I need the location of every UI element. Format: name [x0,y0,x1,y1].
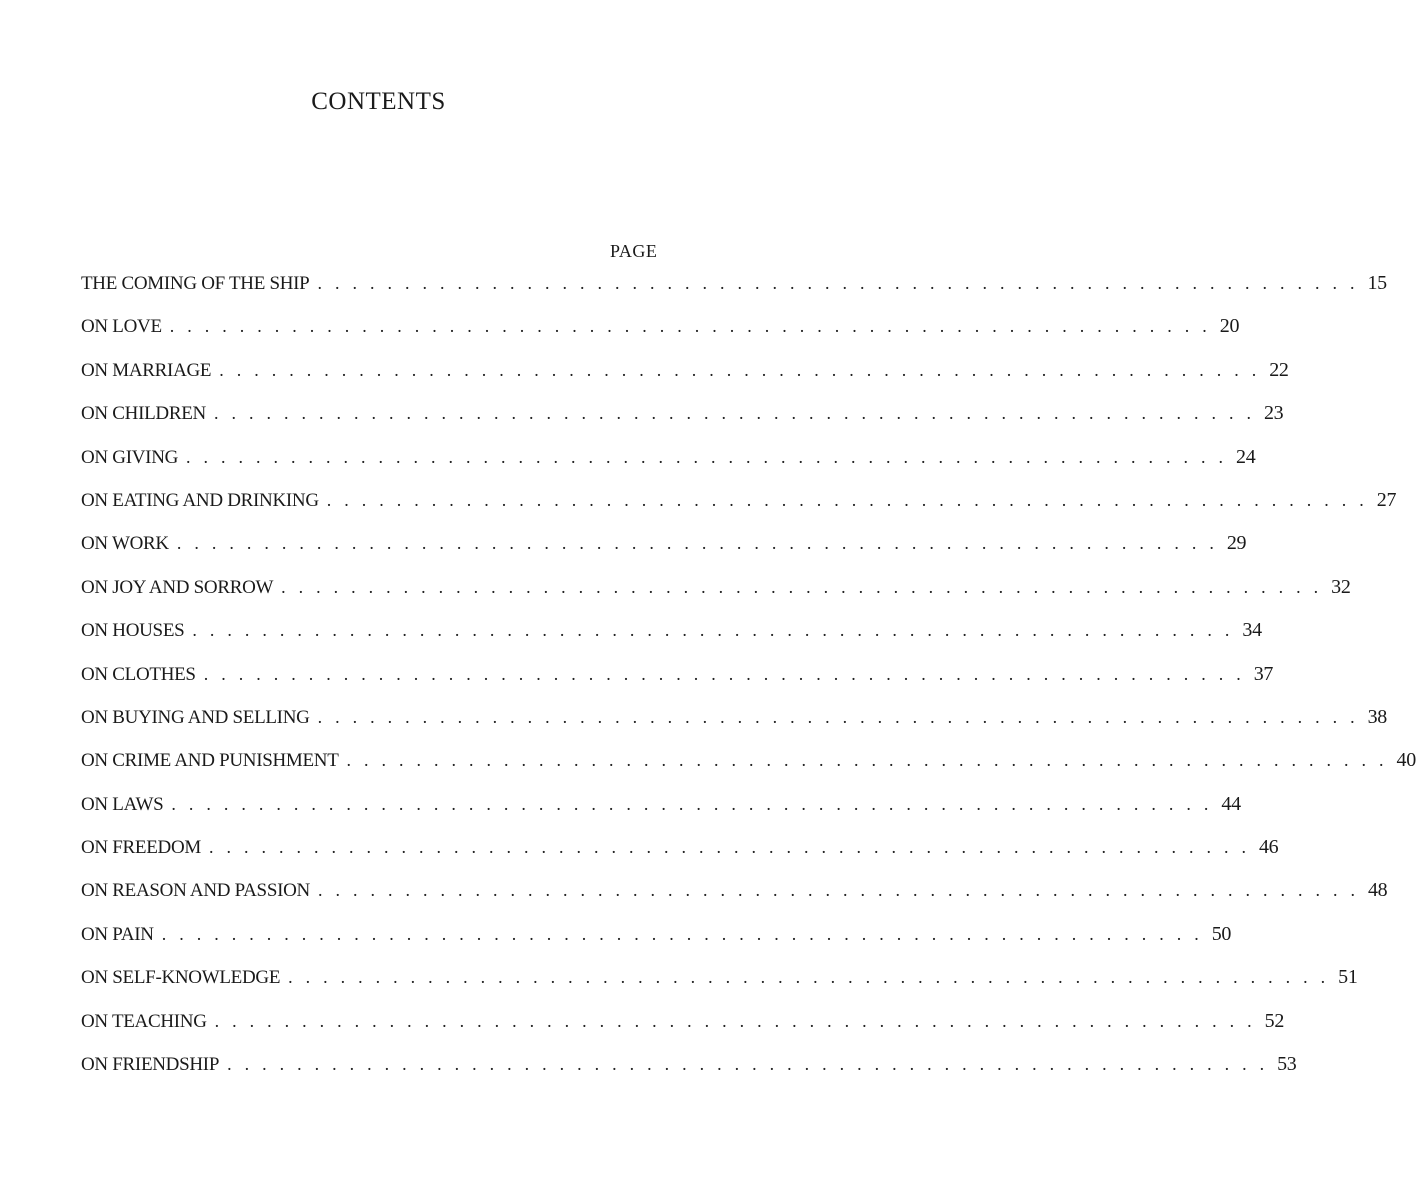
toc-entry-title: ON CRIME AND PUNISHMENT [81,750,339,772]
dot-leader: ............................................................ [288,967,1339,988]
toc-entry-page-number: 34 [1242,619,1262,642]
dot-leader: ............................................................ [203,663,1254,684]
toc-entry-page-number: 15 [1367,272,1387,294]
toc-entry [81,358,1289,402]
page-column-label: PAGE [610,241,658,261]
toc-entry-page-number: 50 [1211,922,1232,945]
toc-entry-title: ON FRIENDSHIP [81,1054,220,1076]
toc-entry-page-number: 51 [1338,966,1358,989]
toc-entry-title: ON MARRIAGE [81,359,212,381]
toc-entry-page-number: 38 [1367,705,1387,728]
toc-entry [81,662,1274,706]
toc-entry-title: ON JOY AND SORROW [81,576,274,598]
toc-entry [81,1053,1297,1096]
toc-entry-title: ON TEACHING [81,1010,207,1032]
toc-entry-page-number: 24 [1236,445,1256,468]
toc-entry [81,619,1262,662]
dot-leader: ............................................................ [186,446,1237,467]
toc-entry [81,445,1256,489]
toc-entry [81,402,1284,445]
toc-entry [81,879,1388,922]
toc-entry-page-number: 22 [1269,358,1289,381]
toc-entry-page-number: 44 [1221,792,1241,815]
dot-leader: ............................................................ [317,706,1368,727]
toc-entry-title: ON SELF-KNOWLEDGE [81,967,281,989]
dot-leader: ............................................................ [346,750,1397,771]
toc-entry [81,532,1247,575]
toc-entry-title: ON WORK [81,533,169,555]
dot-leader: ............................................................ [176,533,1227,554]
toc-entry-title: ON PAIN [81,923,154,945]
toc-entry [81,575,1351,619]
dot-leader: ............................................................ [213,403,1264,424]
dot-leader: ............................................................ [219,359,1270,380]
toc-entry [81,749,1416,792]
toc-entry-page-number: 46 [1258,836,1279,859]
dot-leader: ............................................................ [192,620,1243,641]
toc-entry-page-number: 37 [1253,662,1274,685]
toc-entry [81,1009,1285,1053]
toc-entry-page-number: 27 [1376,488,1397,511]
dot-leader: ............................................................ [326,489,1377,510]
toc-entry-title: ON BUYING AND SELLING [81,706,310,728]
toc-entry [81,922,1232,966]
toc-entry-page-number: 20 [1219,315,1240,338]
dot-leader: ............................................................ [317,880,1368,901]
table-of-contents [81,272,1416,1096]
toc-entry-title: ON REASON AND PASSION [81,880,310,902]
dot-leader: ............................................................ [171,793,1222,814]
dot-leader: ............................................................ [317,273,1368,293]
toc-entry [81,836,1279,879]
toc-entry-page-number: 53 [1277,1053,1297,1076]
dot-leader: ............................................................ [214,1010,1265,1031]
toc-entry-title: ON EATING AND DRINKING [81,489,319,511]
toc-entry [81,272,1387,315]
toc-entry-title: ON FREEDOM [81,837,201,859]
toc-entry-page-number: 29 [1226,532,1247,555]
dot-leader: ............................................................ [208,837,1259,858]
toc-entry [81,792,1241,836]
toc-entry [81,315,1240,358]
dot-leader: ............................................................ [227,1054,1278,1075]
toc-entry-title: ON LAWS [81,793,164,815]
dot-leader: ............................................................ [281,576,1332,597]
toc-entry-title: ON GIVING [81,446,179,468]
toc-entry-page-number: 52 [1264,1009,1285,1032]
toc-entry-title: ON CLOTHES [81,663,196,685]
toc-entry-page-number: 48 [1367,879,1388,902]
toc-entry-page-number: 40 [1396,749,1416,772]
toc-entry [81,705,1387,749]
dot-leader: ............................................................ [169,316,1220,337]
toc-entry-title: ON CHILDREN [81,403,206,425]
toc-entry [81,966,1358,1009]
toc-entry [81,488,1397,532]
toc-entry-title: THE COMING OF THE SHIP [81,273,310,294]
page-title: CONTENTS [311,88,446,115]
toc-entry-title: ON HOUSES [81,620,185,642]
toc-entry-page-number: 32 [1331,575,1351,598]
toc-entry-page-number: 23 [1263,402,1284,425]
toc-entry-title: ON LOVE [81,316,162,338]
dot-leader: ............................................................ [161,923,1212,944]
